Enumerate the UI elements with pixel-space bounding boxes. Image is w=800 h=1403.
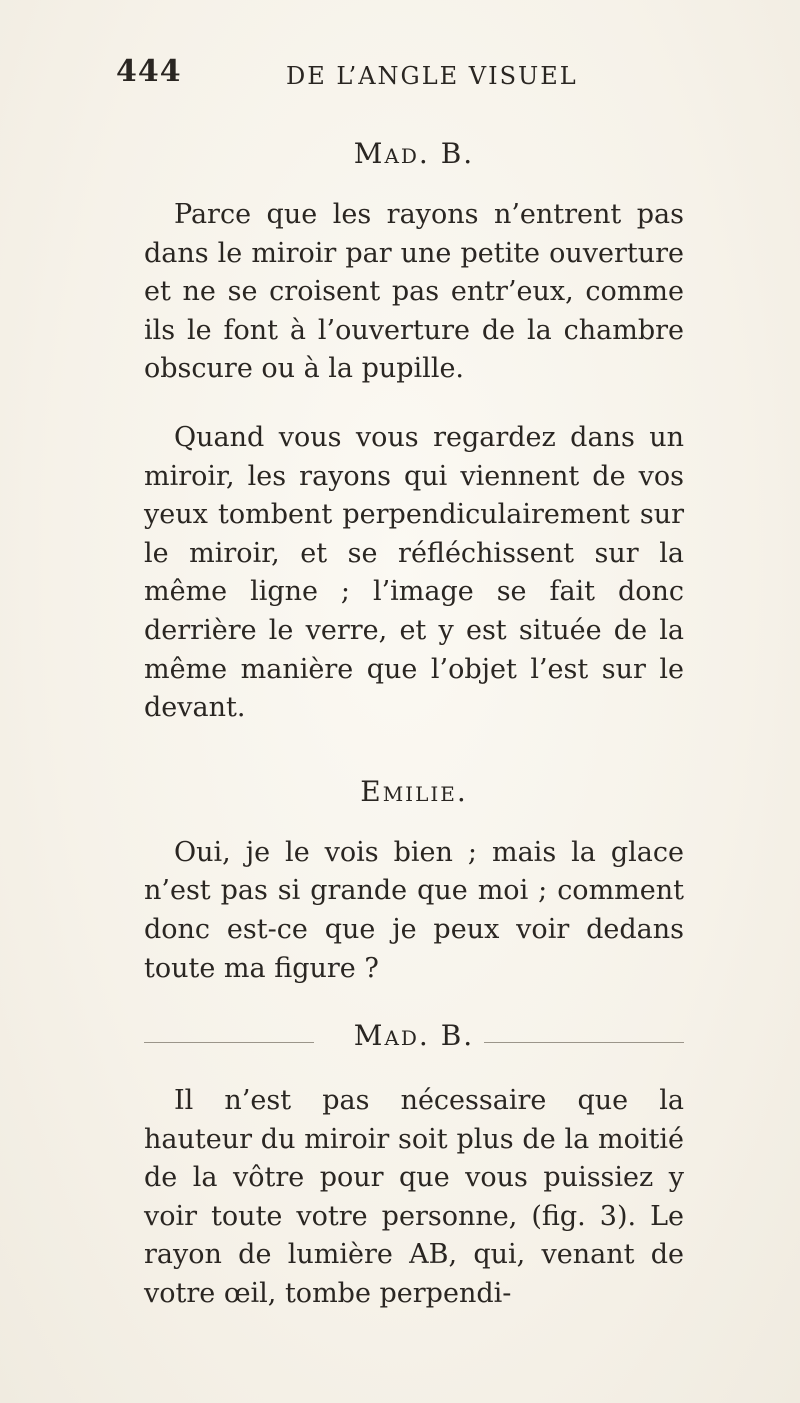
running-head (116, 54, 676, 94)
text-block (144, 136, 684, 1314)
speaker-row (144, 1018, 684, 1058)
paragraph: Oui, je le vois bien ; mais la glace n’est pas si grande que moi ; comment donc est-ce que je peux voir dedans toute ma figure ? (144, 836, 684, 984)
speaker-heading: Emilie. (360, 774, 468, 808)
speaker-heading: Mad. B. (353, 137, 475, 170)
paragraph: Quand vous vous regardez dans un miroir, les rayons qui viennent de vos yeux tombent perpendiculairement sur le miroir, et se réfléchissent sur la même ligne ; l’image se fait donc derrière le verre, et y est située de la même manière que l’objet l’est sur le devant. (144, 421, 684, 724)
rule-right (484, 1042, 684, 1043)
running-title: DE L’ANGLE VISUEL (286, 62, 578, 90)
paragraph: Il n’est pas nécessaire que la hauteur du miroir soit plus de la moitié de la vôtre pour que vous puissiez y voir toute votre personne, (fig. 3). Le rayon de lumière AB, qui, venant de votre œil, tombe perpendi- (144, 1085, 684, 1310)
page-number: 444 (116, 54, 182, 89)
speaker-heading: Mad. B. (353, 1019, 475, 1053)
paragraph: Parce que les rayons n’entrent pas dans le miroir par une petite ouverture et ne se croisent pas entr’eux, comme ils le font à l’ouverture de la chambre obscure ou à la pupille. (144, 199, 684, 385)
